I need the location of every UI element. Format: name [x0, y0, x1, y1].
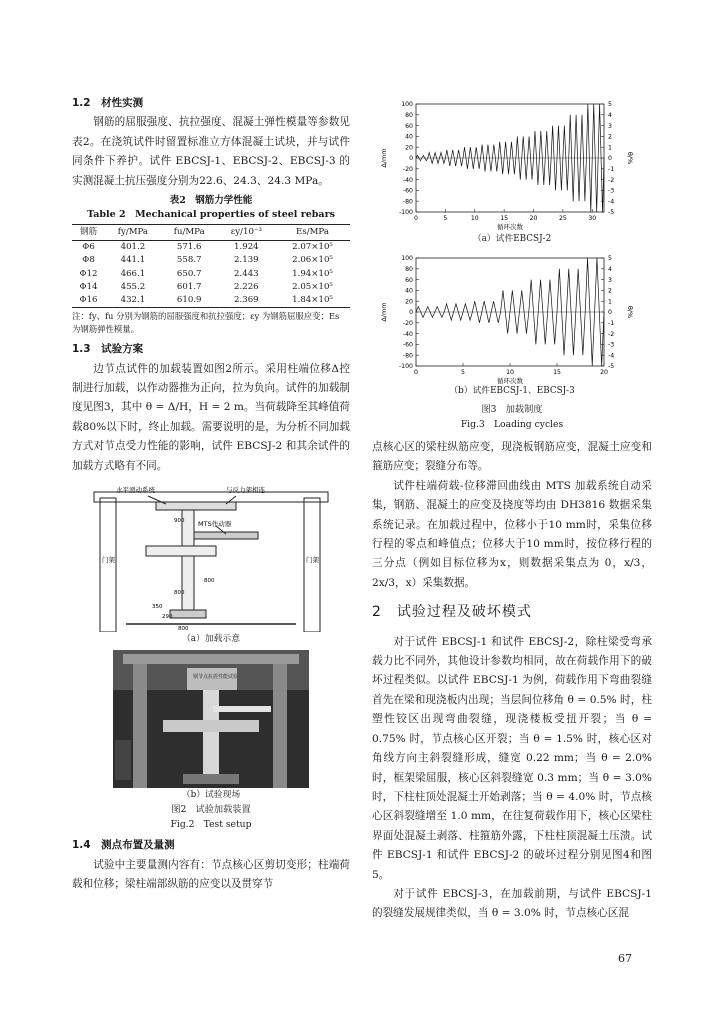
y-tick-label: 20 [405, 144, 413, 152]
table-row [72, 241, 350, 255]
label-mts-actuator: MTS作动器 [198, 520, 232, 529]
mts-actuator [194, 532, 258, 539]
column-base [170, 610, 206, 618]
y2-tick-label: 4 [608, 266, 612, 273]
y2-tick-label: -5 [608, 209, 615, 217]
y-axis-label: Δ/mm [380, 148, 388, 168]
table-cell: 650.7 [176, 268, 202, 279]
table-cell: Φ16 [72, 294, 105, 308]
y2-tick-label: -3 [608, 341, 615, 349]
figure-2b-subcaption: （b）试验现场 [181, 790, 241, 801]
x-axis-label: 循环次数 [497, 223, 523, 230]
loading-cycles-chart-b [372, 248, 652, 384]
table-cell: Φ6 [82, 242, 95, 253]
y-tick-label: 100 [401, 101, 413, 109]
table-cell: 401.2 [120, 242, 146, 253]
right-column-text [372, 438, 652, 924]
photo-sign: 钢节点抗震性能试验 [193, 674, 239, 681]
rebar-properties-table [72, 224, 350, 308]
table-header-cell: fy/MPa [105, 225, 161, 241]
y-tick-label: 0 [409, 155, 413, 163]
table-header-row [72, 225, 350, 241]
label-frame-left: 门架 [102, 556, 115, 565]
y-tick-label: -20 [402, 166, 413, 173]
table-cell: 571.6 [176, 242, 202, 253]
x-tick-label: 10 [470, 215, 479, 222]
x-axis-label: 循环次数 [497, 377, 523, 384]
y2-tick-label: 0 [608, 155, 612, 163]
figure-2-caption-cn: 图2 试验加载装置 [171, 804, 251, 816]
x-tick-label: 20 [529, 215, 538, 222]
table-cell: 610.9 [161, 294, 218, 308]
right-paragraph-1: 点核心区的梁柱纵筋应变，现浇板钢筋应变，混凝土应变和箍筋应变；裂缝分布等。 [372, 441, 652, 473]
right-paragraph-3: 对于试件 EBCSJ-1 和试件 EBCSJ-2，除柱梁受弯承载力比不同外，其他设计参数均相同，故在荷载作用下的破坏过程类似。以试件 EBCSJ-1 为例，荷载作用下弯曲裂缝首先在梁和现浇板内出现；当层间位移角 θ = 0.5% 时，柱塑性铰区出现弯曲裂缝，现浇楼板受扭开裂；当 θ = 0.75% 时，节点核心区开裂；当 θ = 1.5% 时，核心区对角线方向主斜裂缝形成，缝宽 0.22 mm；当 θ = 2.0% 时，框架梁屈服，核心区斜裂缝宽 0.3 mm；当 θ = 3.0% 时，下柱柱顶处混凝土开始剥落；当 θ = 4.0% 时，节点核心区斜裂缝增至 1.0 mm，在往复荷载作用下，核心区梁柱界面处混凝土剥落、柱箍筋外露，下柱柱顶混凝土压溃。试件 EBCSJ-1 和试件 EBCSJ-2 的破坏过程分别见图4和图5。 [372, 635, 652, 881]
table-cell: 2.226 [234, 281, 259, 292]
y-tick-label: -80 [402, 198, 413, 206]
loading-curve [416, 258, 604, 366]
table-cell: 2.07×10⁵ [292, 242, 333, 253]
y2-tick-label: -4 [608, 198, 615, 206]
y2-tick-label: -5 [608, 363, 615, 371]
y2-tick-label: 2 [608, 133, 612, 141]
y-tick-label: 60 [405, 276, 413, 284]
table-2-caption-cn: 表2 钢筋力学性能 [169, 195, 253, 207]
portal-frame-right [304, 498, 320, 632]
table-cell: 466.1 [120, 268, 146, 279]
y-tick-label: 80 [405, 266, 413, 273]
y2-tick-label: 2 [608, 287, 612, 295]
table-cell: 441.1 [120, 255, 146, 266]
y-tick-label: 80 [405, 112, 413, 119]
dimension-label: 900 [174, 518, 185, 525]
table-cell: 2.369 [218, 294, 275, 308]
x-tick-label: 30 [588, 215, 597, 222]
figure-3a-subcaption: （a）试件EBCSJ-2 [472, 234, 552, 244]
table-row [72, 268, 350, 281]
table-cell: 455.2 [120, 281, 146, 292]
sliding-system [156, 502, 236, 510]
y-tick-label: 100 [401, 255, 413, 263]
test-site-photo-drawing [113, 650, 309, 788]
figure-2-caption-en: Fig.2 Test setup [170, 819, 252, 831]
x-tick-label: 20 [600, 369, 608, 376]
table-cell: Φ8 [82, 255, 95, 266]
y2-tick-label: 1 [608, 144, 612, 152]
y-tick-label: -100 [398, 363, 413, 371]
label-sliding-system: 水平滑动系统 [116, 486, 155, 495]
table-cell: 558.7 [176, 255, 202, 266]
x-tick-label: 15 [500, 215, 509, 222]
y-tick-label: -60 [402, 187, 413, 195]
section-1-3-paragraph: 边节点试件的加载装置如图2所示。采用柱端位移Δ控制进行加载，以作动器推为正向，拉为负向。试件的加载制度见图3，其中 θ = Δ/H，H = 2 m。当荷载降至其峰值荷载80%以下时，终止加载。需要说明的是，为分析不同加载方式对节点受力性能的影响，试件 EBCSJ-2 和其余试件的加载方式略有不同。 [72, 362, 350, 472]
x-tick-label: 10 [506, 369, 514, 376]
y2-tick-label: -2 [608, 176, 615, 184]
loading-schematic-figure [86, 482, 336, 632]
y-tick-label: -100 [398, 209, 413, 217]
y2-axis-label: θ/% [626, 151, 634, 165]
y2-tick-label: 0 [608, 309, 612, 317]
test-beam [146, 546, 216, 556]
label-frame-right: 门架 [306, 556, 319, 565]
y-tick-label: 40 [405, 287, 413, 295]
x-tick-label: 15 [553, 369, 561, 376]
x-tick-label: 0 [414, 215, 418, 222]
dimension-label: 800 [174, 590, 185, 597]
y2-tick-label: -3 [608, 187, 615, 195]
table-cell: 601.7 [176, 281, 202, 292]
section-1-4-heading: 1.4 测点布置及量测 [72, 839, 175, 852]
y2-tick-label: 1 [608, 298, 612, 306]
section-1-2-paragraph: 钢筋的屈服强度、抗拉强度、混凝土弹性模量等参数见表2。在浇筑试件时留置标准立方体混凝土试块，并与试件同条件下养护。试件 EBCSJ-1、EBCSJ-2、EBCSJ-3 的实测混凝土抗压强度分别为22.6、24.3、24.3 MPa。 [72, 116, 350, 187]
table-cell: 1.924 [234, 242, 259, 253]
y-tick-label: -40 [402, 330, 413, 338]
y2-tick-label: 3 [608, 122, 612, 130]
y2-tick-label: -1 [608, 166, 615, 173]
y2-tick-label: 4 [608, 112, 612, 119]
table-row [72, 254, 350, 267]
test-site-photo [113, 650, 309, 788]
right-paragraph-2: 试件柱端荷载-位移滞回曲线由 MTS 加载系统自动采集，钢筋、混凝土的应变及挠度等均由 DH3816 数据采集系统记录。在加载过程中，位移小于10 mm时，采集位移行程的零点和峰值点；位移大于10 mm时，按位移行程的三分点（例如目标位移为x，则数据采集点为 0，x/3，2x/3，x）采集数据。 [372, 479, 652, 589]
dimension-label: 800 [204, 578, 215, 585]
table-cell: 432.1 [105, 294, 161, 308]
figure-2a-subcaption: （a）加载示意 [181, 634, 241, 645]
table-cell: 2.139 [234, 255, 259, 266]
right-column [372, 94, 652, 432]
y-tick-label: -20 [402, 320, 413, 327]
table-note: 注：fy、fu 分别为钢筋的屈服强度和抗拉强度；εy 为钢筋屈服应变；Es 为钢筋弹性模量。 [72, 311, 340, 335]
table-cell: 2.05×10⁵ [292, 281, 333, 292]
y2-axis-label: θ/% [626, 305, 634, 319]
page-number: 67 [618, 952, 632, 965]
dimension-label: 800 [178, 626, 189, 633]
x-tick-label: 5 [443, 215, 448, 222]
dimension-label: 290 [162, 614, 173, 621]
table-cell: 1.94×10⁵ [292, 268, 333, 279]
loading-schematic-drawing [86, 482, 336, 632]
table-cell: 2.443 [234, 268, 259, 279]
y-tick-label: 60 [405, 122, 413, 130]
dimension-label: 350 [152, 604, 163, 611]
section-2-heading: 2 试验过程及破坏模式 [372, 604, 532, 621]
y2-tick-label: -2 [608, 330, 615, 338]
loading-cycles-chart-a [372, 94, 652, 230]
y-tick-label: -40 [402, 176, 413, 184]
section-1-2-heading: 1.2 材性实测 [72, 97, 144, 109]
y-tick-label: 0 [409, 309, 413, 317]
figure-3-caption-cn: 图3 加载制度 [481, 404, 543, 415]
y-axis-label: Δ/mm [380, 302, 388, 322]
table-row [72, 281, 350, 294]
y-tick-label: 20 [405, 298, 413, 306]
y2-tick-label: 5 [608, 101, 612, 109]
table-header-cell: 钢筋 [72, 225, 105, 241]
x-tick-label: 5 [461, 369, 465, 376]
table-header-cell: fu/MPa [161, 225, 218, 241]
table-cell: Φ12 [79, 268, 98, 279]
section-1-3-heading: 1.3 试验方案 [72, 343, 144, 356]
table-cell: 1.84×10⁵ [275, 294, 350, 308]
x-tick-label: 0 [414, 369, 418, 376]
y2-tick-label: -4 [608, 352, 615, 360]
y2-tick-label: 5 [608, 255, 612, 263]
y-tick-label: 40 [405, 133, 413, 141]
table-header-cell: Es/MPa [275, 225, 350, 241]
left-column [72, 94, 350, 894]
table-2-caption-en: Table 2 Mechanical properties of steel rebars [87, 209, 335, 221]
label-reaction-frame: 与反力架相连 [226, 486, 265, 495]
y-tick-label: -60 [402, 341, 413, 349]
right-paragraph-4: 对于试件 EBCSJ-3，在加载前期，与试件 EBCSJ-1 的裂缝发展规律类似，当 θ = 3.0% 时，节点核心区混 [372, 887, 652, 920]
figure-3b-subcaption: （b）试件EBCSJ-1、EBCSJ-3 [449, 386, 575, 396]
y-tick-label: -80 [402, 352, 413, 360]
x-tick-label: 25 [558, 215, 567, 222]
figure-3b [372, 248, 652, 384]
table-row [72, 294, 350, 308]
section-1-4-paragraph: 试验中主要量测内容有：节点核心区剪切变形；柱端荷载和位移；梁柱端部纵筋的应变以及贯穿节 [72, 858, 350, 890]
table-cell: Φ14 [79, 281, 98, 292]
y2-tick-label: -1 [608, 320, 615, 327]
figure-3-caption-en: Fig.3 Loading cycles [460, 419, 564, 430]
y2-tick-label: 3 [608, 276, 612, 284]
table-cell: 2.06×10⁵ [292, 255, 333, 266]
table-header-cell: εy/10⁻³ [218, 225, 275, 241]
portal-frame-left [100, 498, 116, 632]
figure-3a [372, 94, 652, 242]
